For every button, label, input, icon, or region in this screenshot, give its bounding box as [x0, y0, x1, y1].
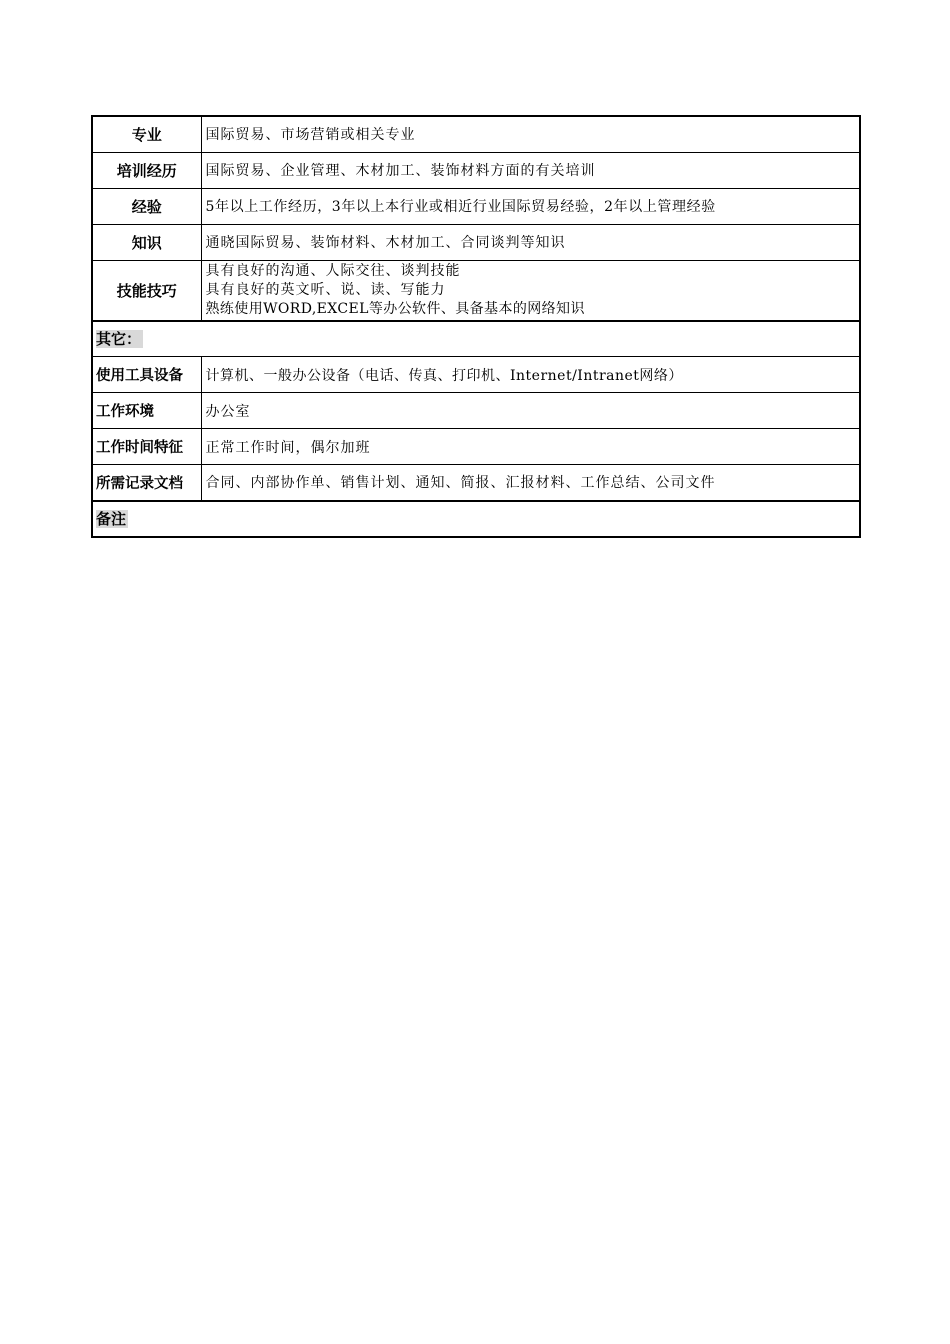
- documents-value: 合同、内部协作单、销售计划、通知、简报、汇报材料、工作总结、公司文件: [201, 465, 860, 501]
- skills-label: 技能技巧: [92, 260, 201, 321]
- table-row: [92, 116, 860, 152]
- table-row: [92, 152, 860, 188]
- major-value: 国际贸易、市场营销或相关专业: [201, 116, 860, 152]
- remarks-section-title: 备注: [96, 510, 127, 528]
- tools-label: 使用工具设备: [92, 357, 201, 393]
- skills-line: 熟练使用WORD,EXCEL等办公软件、具备基本的网络知识: [205, 300, 585, 317]
- table-row: [92, 188, 860, 224]
- job-requirements-table: [91, 115, 861, 538]
- remarks-section-row: [92, 501, 860, 537]
- tools-value: 计算机、一般办公设备（电话、传真、打印机、Internet/Intranet网络）: [201, 357, 860, 393]
- training-value: 国际贸易、企业管理、木材加工、装饰材料方面的有关培训: [201, 152, 860, 188]
- other-section-row: [92, 321, 860, 357]
- remarks-section-cell: [92, 501, 860, 537]
- knowledge-label: 知识: [92, 224, 201, 260]
- table-row: [92, 260, 860, 321]
- other-section-title: 其它：: [96, 330, 142, 349]
- environment-value: 办公室: [201, 393, 860, 429]
- table-row: [92, 465, 860, 501]
- table-row: [92, 357, 860, 393]
- skills-value: [201, 260, 860, 321]
- table-row: [92, 393, 860, 429]
- table-row: [92, 429, 860, 465]
- experience-label: 经验: [92, 188, 201, 224]
- work-time-value: 正常工作时间，偶尔加班: [201, 429, 860, 465]
- training-label: 培训经历: [92, 152, 201, 188]
- skills-line: 具有良好的英文听、说、读、写能力: [205, 281, 446, 298]
- knowledge-value: 通晓国际贸易、装饰材料、木材加工、合同谈判等知识: [201, 224, 860, 260]
- environment-label: 工作环境: [92, 393, 201, 429]
- major-label: 专业: [92, 116, 201, 152]
- table-row: [92, 224, 860, 260]
- experience-value: 5年以上工作经历，3年以上本行业或相近行业国际贸易经验，2年以上管理经验: [201, 188, 860, 224]
- work-time-label: 工作时间特征: [92, 429, 201, 465]
- documents-label: 所需记录文档: [92, 465, 201, 501]
- other-section-cell: [92, 321, 860, 357]
- skills-line: 具有良好的沟通、人际交往、谈判技能: [205, 262, 461, 279]
